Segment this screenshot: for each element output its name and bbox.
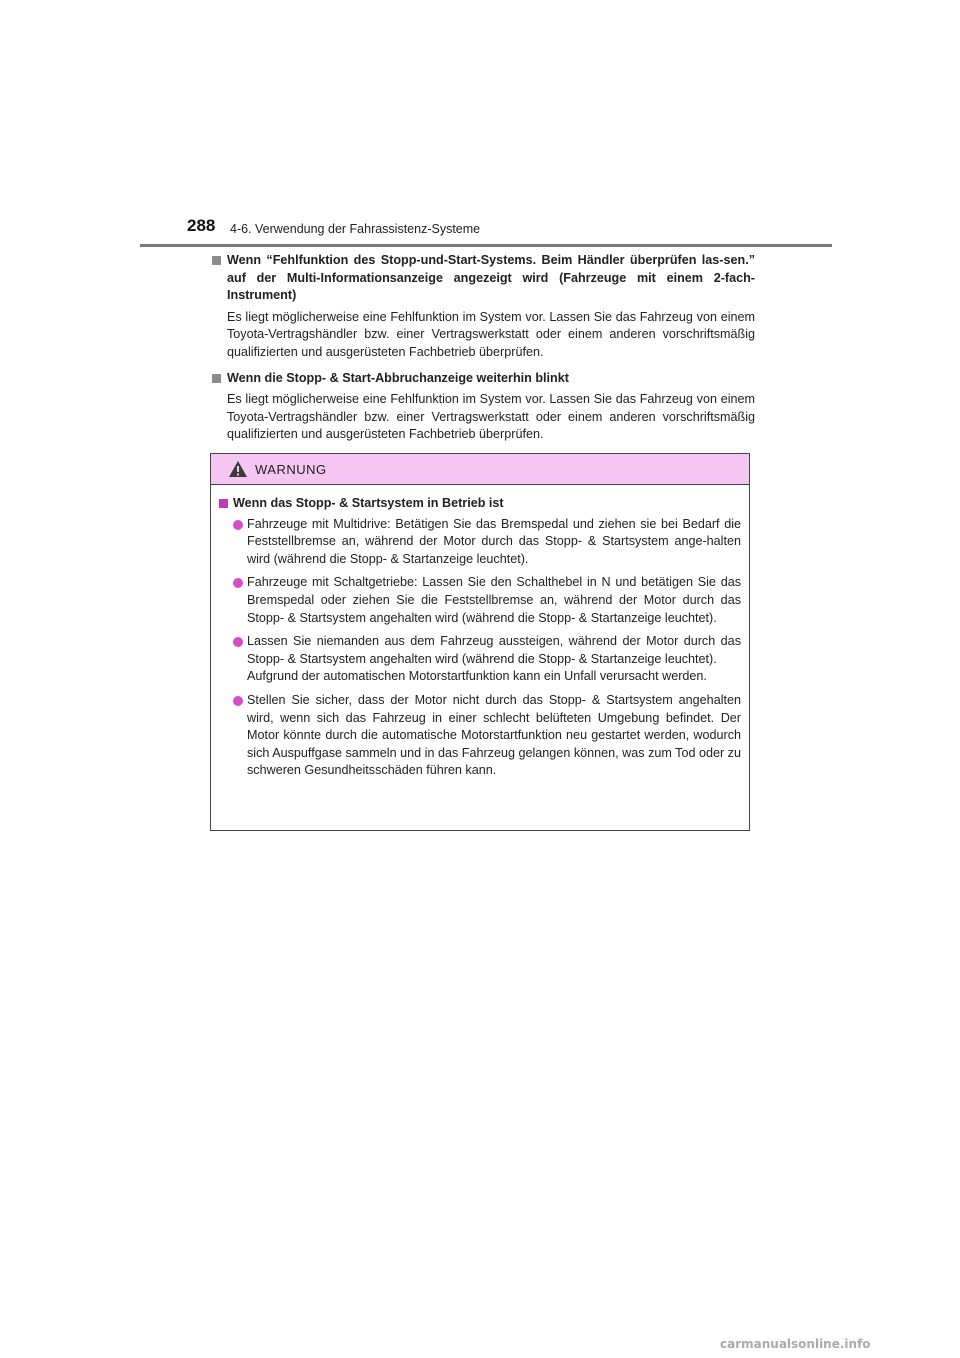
- circle-bullet-icon: [233, 578, 243, 588]
- warning-bullet: [219, 633, 741, 686]
- item-heading-text: Wenn “Fehlfunktion des Stopp-und-Start-Systems. Beim Händler überprüfen las-sen.” auf der Multi-Informationsanzeige angezeigt wird (Fahrzeuge mit einem 2-fach-Instrument): [227, 253, 755, 303]
- warning-heading-text: Wenn das Stopp- & Startsystem in Betrieb ist: [233, 496, 504, 510]
- info-item: [211, 370, 755, 444]
- watermark: carmanualsonline.info: [720, 1337, 871, 1351]
- warning-title: WARNUNG: [255, 462, 327, 477]
- warning-bullet: [219, 574, 741, 627]
- warning-bullet-text: Fahrzeuge mit Multidrive: Betätigen Sie das Bremspedal und ziehen sie bei Bedarf die Feststellbremse an, während der Motor durch das Stopp- & Startsystem ange-halten wird (während die Stopp- & Startanzeige leuchtet).: [247, 516, 741, 566]
- warning-bullet-text: Lassen Sie niemanden aus dem Fahrzeug aussteigen, während der Motor durch das Stopp- & Startsystem angehalten wird (während die Stopp- & Startanzeige leuchtet).: [247, 634, 741, 666]
- warning-bullet: [219, 692, 741, 780]
- circle-bullet-icon: [233, 637, 243, 647]
- item-heading: [211, 370, 755, 388]
- circle-bullet-icon: [233, 696, 243, 706]
- item-heading: [211, 252, 755, 305]
- warning-bullet-text: Fahrzeuge mit Schaltgetriebe: Lassen Sie den Schalthebel in N und betätigen Sie das Bremspedal oder ziehen Sie die Feststellbremse an, während der Motor durch das Stopp- & Startsystem angehalten wird (während die Stopp- & Startanzeige leuchtet).: [247, 575, 741, 625]
- page-number: 288: [187, 216, 216, 235]
- square-bullet-icon: [212, 374, 221, 383]
- header-divider: [140, 244, 832, 247]
- item-heading-text: Wenn die Stopp- & Start-Abbruchanzeige weiterhin blinkt: [227, 370, 569, 385]
- square-bullet-icon: [212, 256, 221, 265]
- warning-bullet-text: Stellen Sie sicher, dass der Motor nicht durch das Stopp- & Startsystem angehalten wird, wenn sich das Fahrzeug in einer schlecht belüfteten Umgebung befindet. Der Motor könnte durch die automatische Motorstartfunktion neu gestartet werden, wodurch sich Auspuffgase sammeln und in das Fahrzeug gelangen können, was zum Tod oder zu schweren Gesundheitsschäden führen kann.: [247, 692, 741, 778]
- warning-header: [211, 454, 749, 485]
- main-content: [211, 252, 755, 452]
- info-item: [211, 252, 755, 362]
- circle-bullet-icon: [233, 520, 243, 530]
- warning-bullet-extra: Aufgrund der automatischen Motorstartfunktion kann ein Unfall verursacht werden.: [247, 669, 707, 684]
- warning-heading: [219, 495, 741, 513]
- square-bullet-icon: [219, 499, 228, 508]
- section-title: 4-6. Verwendung der Fahrassistenz-Systeme: [230, 222, 481, 236]
- warning-bullet: [219, 516, 741, 569]
- item-body: Es liegt möglicherweise eine Fehlfunktion im System vor. Lassen Sie das Fahrzeug von einem Toyota-Vertragshändler bzw. einer Vertragswerkstatt oder einem anderen vorschriftsmäßig qualifizierten und ausgerüsteten Fachbetrieb überprüfen.: [227, 392, 755, 442]
- warning-box: [210, 453, 750, 831]
- warning-triangle-icon: [228, 460, 248, 478]
- warning-body: [211, 485, 749, 780]
- item-body: Es liegt möglicherweise eine Fehlfunktion im System vor. Lassen Sie das Fahrzeug von einem Toyota-Vertragshändler bzw. einer Vertragswerkstatt oder einem anderen vorschriftsmäßig qualifizierten und ausgerüsteten Fachbetrieb überprüfen.: [227, 309, 755, 359]
